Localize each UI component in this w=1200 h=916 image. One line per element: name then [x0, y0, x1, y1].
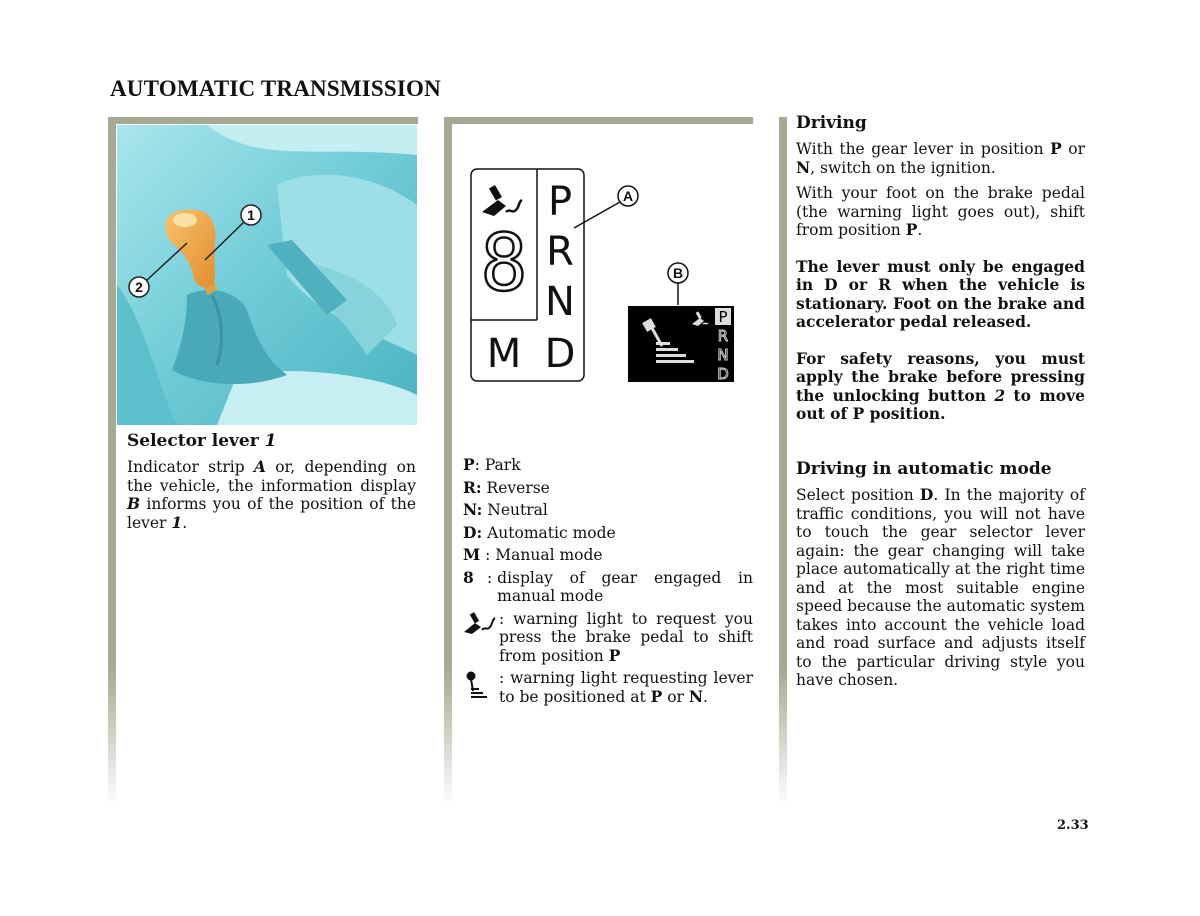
column-bar-2-top	[444, 117, 753, 124]
driving-para-1: With the gear lever in position P or N, switch on the ignition.	[796, 139, 1085, 177]
gear-lever-photo	[117, 125, 417, 425]
selector-lever-text: Indicator strip A or, depending on the vehicle, the information display B informs you of the position of the lever 1.	[127, 457, 416, 532]
strip-m: M	[486, 331, 522, 377]
indicator-diagram	[462, 160, 752, 400]
display-n: N	[717, 346, 729, 364]
position-legend	[463, 456, 753, 710]
display-r: R	[717, 327, 729, 345]
strip-n: N	[545, 279, 575, 325]
strip-r: R	[546, 229, 574, 275]
page-number: 2.33	[1057, 818, 1089, 833]
driving-para-2: With your foot on the brake pedal (the warning light goes out), shift from position P.	[796, 184, 1085, 239]
information-display	[628, 306, 734, 383]
driving-heading: Driving	[796, 113, 867, 133]
strip-p: P	[547, 179, 573, 225]
legend-row-reverse: R: Reverse	[463, 477, 550, 497]
automatic-mode-text: Select position D. In the majority of traffic conditions, you will not have to touch the gear selector lever again: the gear changing will take place automatically at the right time and at the most suitable engine speed because the automatic system takes into account the vehicle load and road surface and adjusts itself to the particular driving style you have chosen.	[796, 485, 1085, 689]
legend-row-brake-warning: : warning light to request you press the brake pedal to shift from position P	[463, 610, 753, 666]
legend-row-manual: M : Manual mode	[463, 545, 603, 564]
driving-warning-2: For safety reasons, you must apply the brake before pressing the unlocking button 2 to move out of P position.	[796, 348, 1085, 423]
legend-row-neutral: N: Neutral	[463, 500, 548, 519]
page-title: AUTOMATIC TRANSMISSION	[110, 76, 441, 101]
column-bar-2	[444, 117, 452, 807]
column-bar-3	[779, 117, 787, 807]
driving-text	[796, 140, 1085, 431]
legend-row-drive: D: Automatic mode	[463, 522, 616, 542]
selector-lever-heading: Selector lever 1	[127, 431, 277, 451]
callout-1: 1	[247, 207, 255, 223]
label-a: A	[622, 188, 634, 204]
display-d: D	[717, 365, 729, 383]
gear-digit: 8	[480, 219, 528, 309]
column-bar-1	[108, 117, 116, 807]
strip-d: D	[544, 331, 576, 377]
display-p: P	[718, 308, 728, 326]
legend-row-park: P : Park	[463, 455, 521, 474]
callout-2: 2	[135, 279, 143, 295]
legend-row-lever-warning: : warning light requesting lever to be positioned at P or N.	[463, 669, 753, 706]
legend-row-gear: 8 : display of gear engaged in manual mode	[463, 567, 753, 605]
driving-warning-1: The lever must only be engaged in D or R when the vehicle is stationary. Foot on the brake and accelerator pedal released.	[796, 256, 1085, 331]
lever-request-icon	[463, 669, 499, 706]
column-bar-1-top	[108, 117, 418, 124]
label-b: B	[672, 265, 684, 281]
automatic-mode-heading: Driving in automatic mode	[796, 459, 1052, 479]
brake-warning-icon	[463, 610, 499, 639]
